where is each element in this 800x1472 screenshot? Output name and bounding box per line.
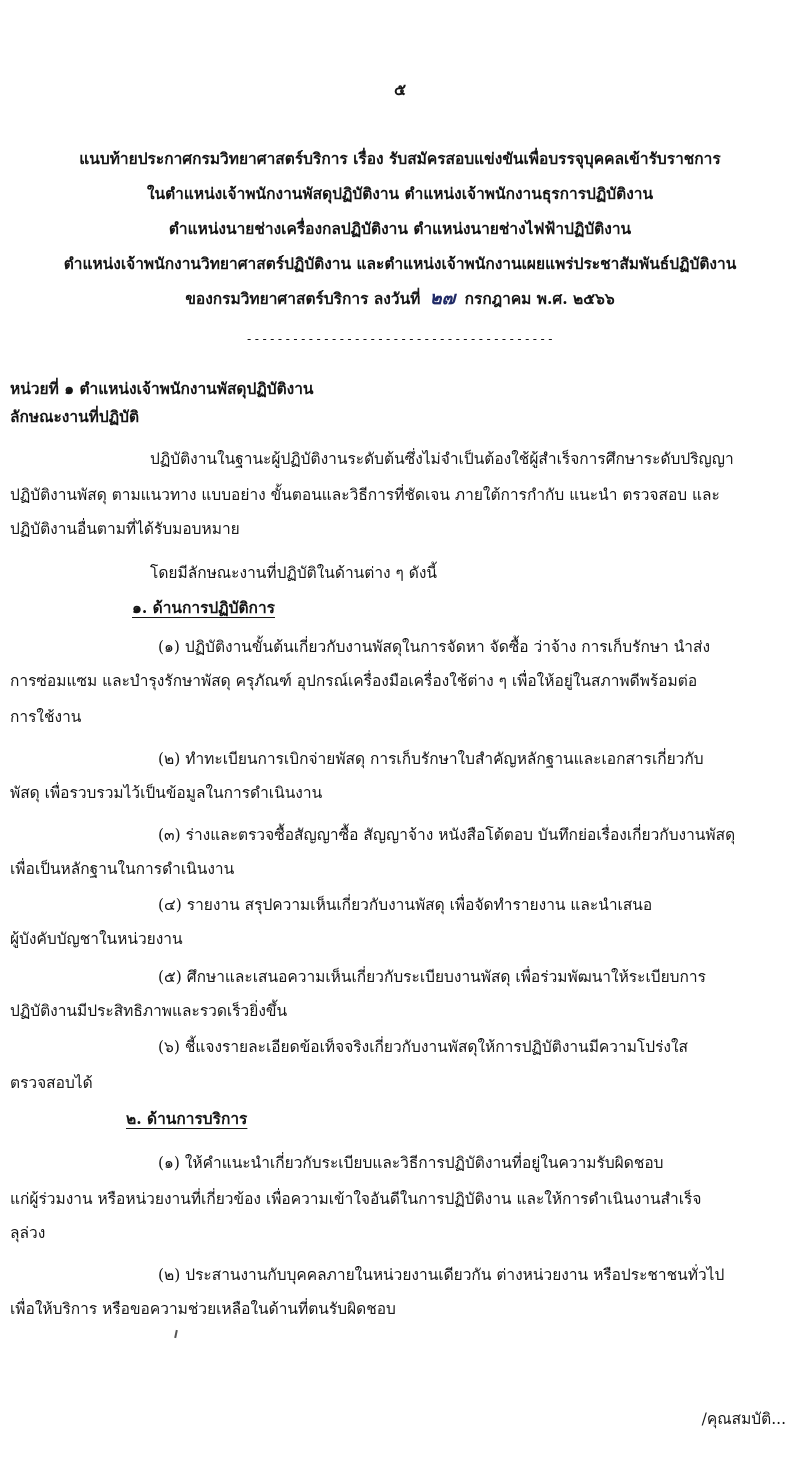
- section-1-item-5-line-2: ปฏิบัติงานมีประสิทธิภาพและรวดเร็วยิ่งขึ้น: [10, 1002, 288, 1020]
- section-1-item-1-line-2: การซ่อมแซม และบำรุงรักษาพัสดุ ครุภัณฑ์ อุปกรณ์เครื่องมือเครื่องใช้ต่าง ๆ เพื่อให้อยู่ในสภาพดีพร้อมต่อ: [10, 672, 698, 690]
- section-1-item-5-line-1: (๕) ศึกษาและเสนอความเห็นเกี่ยวกับระเบียบงานพัสดุ เพื่อร่วมพัฒนาให้ระเบียบการ: [158, 968, 706, 986]
- header-date-suffix: กรกฎาคม พ.ศ. ๒๕๖๖: [464, 289, 615, 308]
- unit-title: หน่วยที่ ๑ ตำแหน่งเจ้าพนักงานพัสดุปฏิบัติงาน: [10, 379, 314, 398]
- intro-line-2: ปฏิบัติงานพัสดุ ตามแนวทาง แบบอย่าง ขั้นตอนและวิธีการที่ชัดเจน ภายใต้การกำกับ แนะนำ ตรวจสอบ และ: [10, 486, 720, 504]
- section-1-item-2-line-2: พัสดุ เพื่อรวบรวมไว้เป็นข้อมูลในการดำเนินงาน: [10, 784, 323, 802]
- section-2-item-1-line-2: แก่ผู้ร่วมงาน หรือหน่วยงานที่เกี่ยวข้อง เพื่อความเข้าใจอันดีในการปฏิบัติงาน และให้การดำเนินงานสำเร็จ: [10, 1190, 702, 1208]
- separator-line: ----------------------------------------: [245, 332, 555, 346]
- job-heading: ลักษณะงานที่ปฏิบัติ: [10, 407, 140, 426]
- section-2-item-2-line-2: เพื่อให้บริการ หรือขอความช่วยเหลือในด้านที่ตนรับผิดชอบ: [10, 1300, 396, 1318]
- section-2-item-1-line-1: (๑) ให้คำแนะนำเกี่ยวกับระเบียบและวิธีการปฏิบัติงานที่อยู่ในความรับผิดชอบ: [158, 1154, 664, 1172]
- section-1-item-4-line-2: ผู้บังคับบัญชาในหน่วยงาน: [10, 930, 183, 948]
- section-1-title: ๑. ด้านการปฏิบัติการ: [132, 598, 275, 617]
- section-1-item-3-line-1: (๓) ร่างและตรวจซื้อสัญญาซื้อ สัญญาจ้าง หนังสือโต้ตอบ บันทึกย่อเรื่องเกี่ยวกับงานพัสดุ: [158, 826, 736, 844]
- section-1-item-4-line-1: (๔) รายงาน สรุปความเห็นเกี่ยวกับงานพัสดุ เพื่อจัดทำรายงาน และนำเสนอ: [158, 896, 653, 914]
- section-2-item-1-line-3: ลุล่วง: [10, 1224, 46, 1242]
- header-date-prefix: ของกรมวิทยาศาสตร์บริการ ลงวันที่: [185, 289, 421, 308]
- header-line-3: ตำแหน่งนายช่างเครื่องกลปฏิบัติงาน ตำแหน่งนายช่างไฟฟ้าปฏิบัติงาน: [168, 219, 632, 238]
- header-line-4: ตำแหน่งเจ้าพนักงานวิทยาศาสตร์ปฏิบัติงาน และตำแหน่งเจ้าพนักงานเผยแพร่ประชาสัมพันธ์ปฏิบัติงาน: [63, 254, 737, 273]
- intro-line-4: โดยมีลักษณะงานที่ปฏิบัติในด้านต่าง ๆ ดังนี้: [150, 564, 438, 582]
- section-1-item-3-line-2: เพื่อเป็นหลักฐานในการดำเนินงาน: [10, 860, 235, 878]
- handwritten-date-day: ๒๗: [429, 288, 456, 309]
- section-1-item-1-line-3: การใช้งาน: [10, 708, 82, 726]
- section-2-item-2-line-1: (๒) ประสานงานกับบุคคลภายในหน่วยงานเดียวกัน ต่างหน่วยงาน หรือประชาชนทั่วไป: [158, 1266, 725, 1284]
- stray-mark: [174, 1330, 178, 1338]
- intro-line-3: ปฏิบัติงานอื่นตามที่ได้รับมอบหมาย: [10, 520, 240, 538]
- section-1-item-1-line-1: (๑) ปฏิบัติงานขั้นต้นเกี่ยวกับงานพัสดุในการจัดหา จัดซื้อ ว่าจ้าง การเก็บรักษา นำส่ง: [158, 638, 711, 656]
- section-1-item-6-line-1: (๖) ชี้แจงรายละเอียดข้อเท็จจริงเกี่ยวกับงานพัสดุให้การปฏิบัติงานมีความโปร่งใส: [158, 1038, 689, 1056]
- continuation-marker: /คุณสมบัติ...: [701, 1410, 786, 1428]
- section-1-item-2-line-1: (๒) ทำทะเบียนการเบิกจ่ายพัสดุ การเก็บรักษาใบสำคัญหลักฐานและเอกสารเกี่ยวกับ: [158, 750, 704, 768]
- page-number: ๕: [393, 80, 407, 99]
- section-2-title: ๒. ด้านการบริการ: [126, 1109, 248, 1128]
- header-line-5: [0, 288, 800, 310]
- header-line-2: ในตำแหน่งเจ้าพนักงานพัสดุปฏิบัติงาน ตำแหน่งเจ้าพนักงานธุรการปฏิบัติงาน: [146, 184, 654, 203]
- section-1-item-6-line-2: ตรวจสอบได้: [10, 1074, 93, 1092]
- header-line-1: แนบท้ายประกาศกรมวิทยาศาสตร์บริการ เรื่อง รับสมัครสอบแข่งขันเพื่อบรรจุบุคคลเข้ารับราชการ: [79, 149, 721, 168]
- intro-line-1: ปฏิบัติงานในฐานะผู้ปฏิบัติงานระดับต้นซึ่งไม่จำเป็นต้องใช้ผู้สำเร็จการศึกษาระดับปริญญา: [150, 450, 734, 468]
